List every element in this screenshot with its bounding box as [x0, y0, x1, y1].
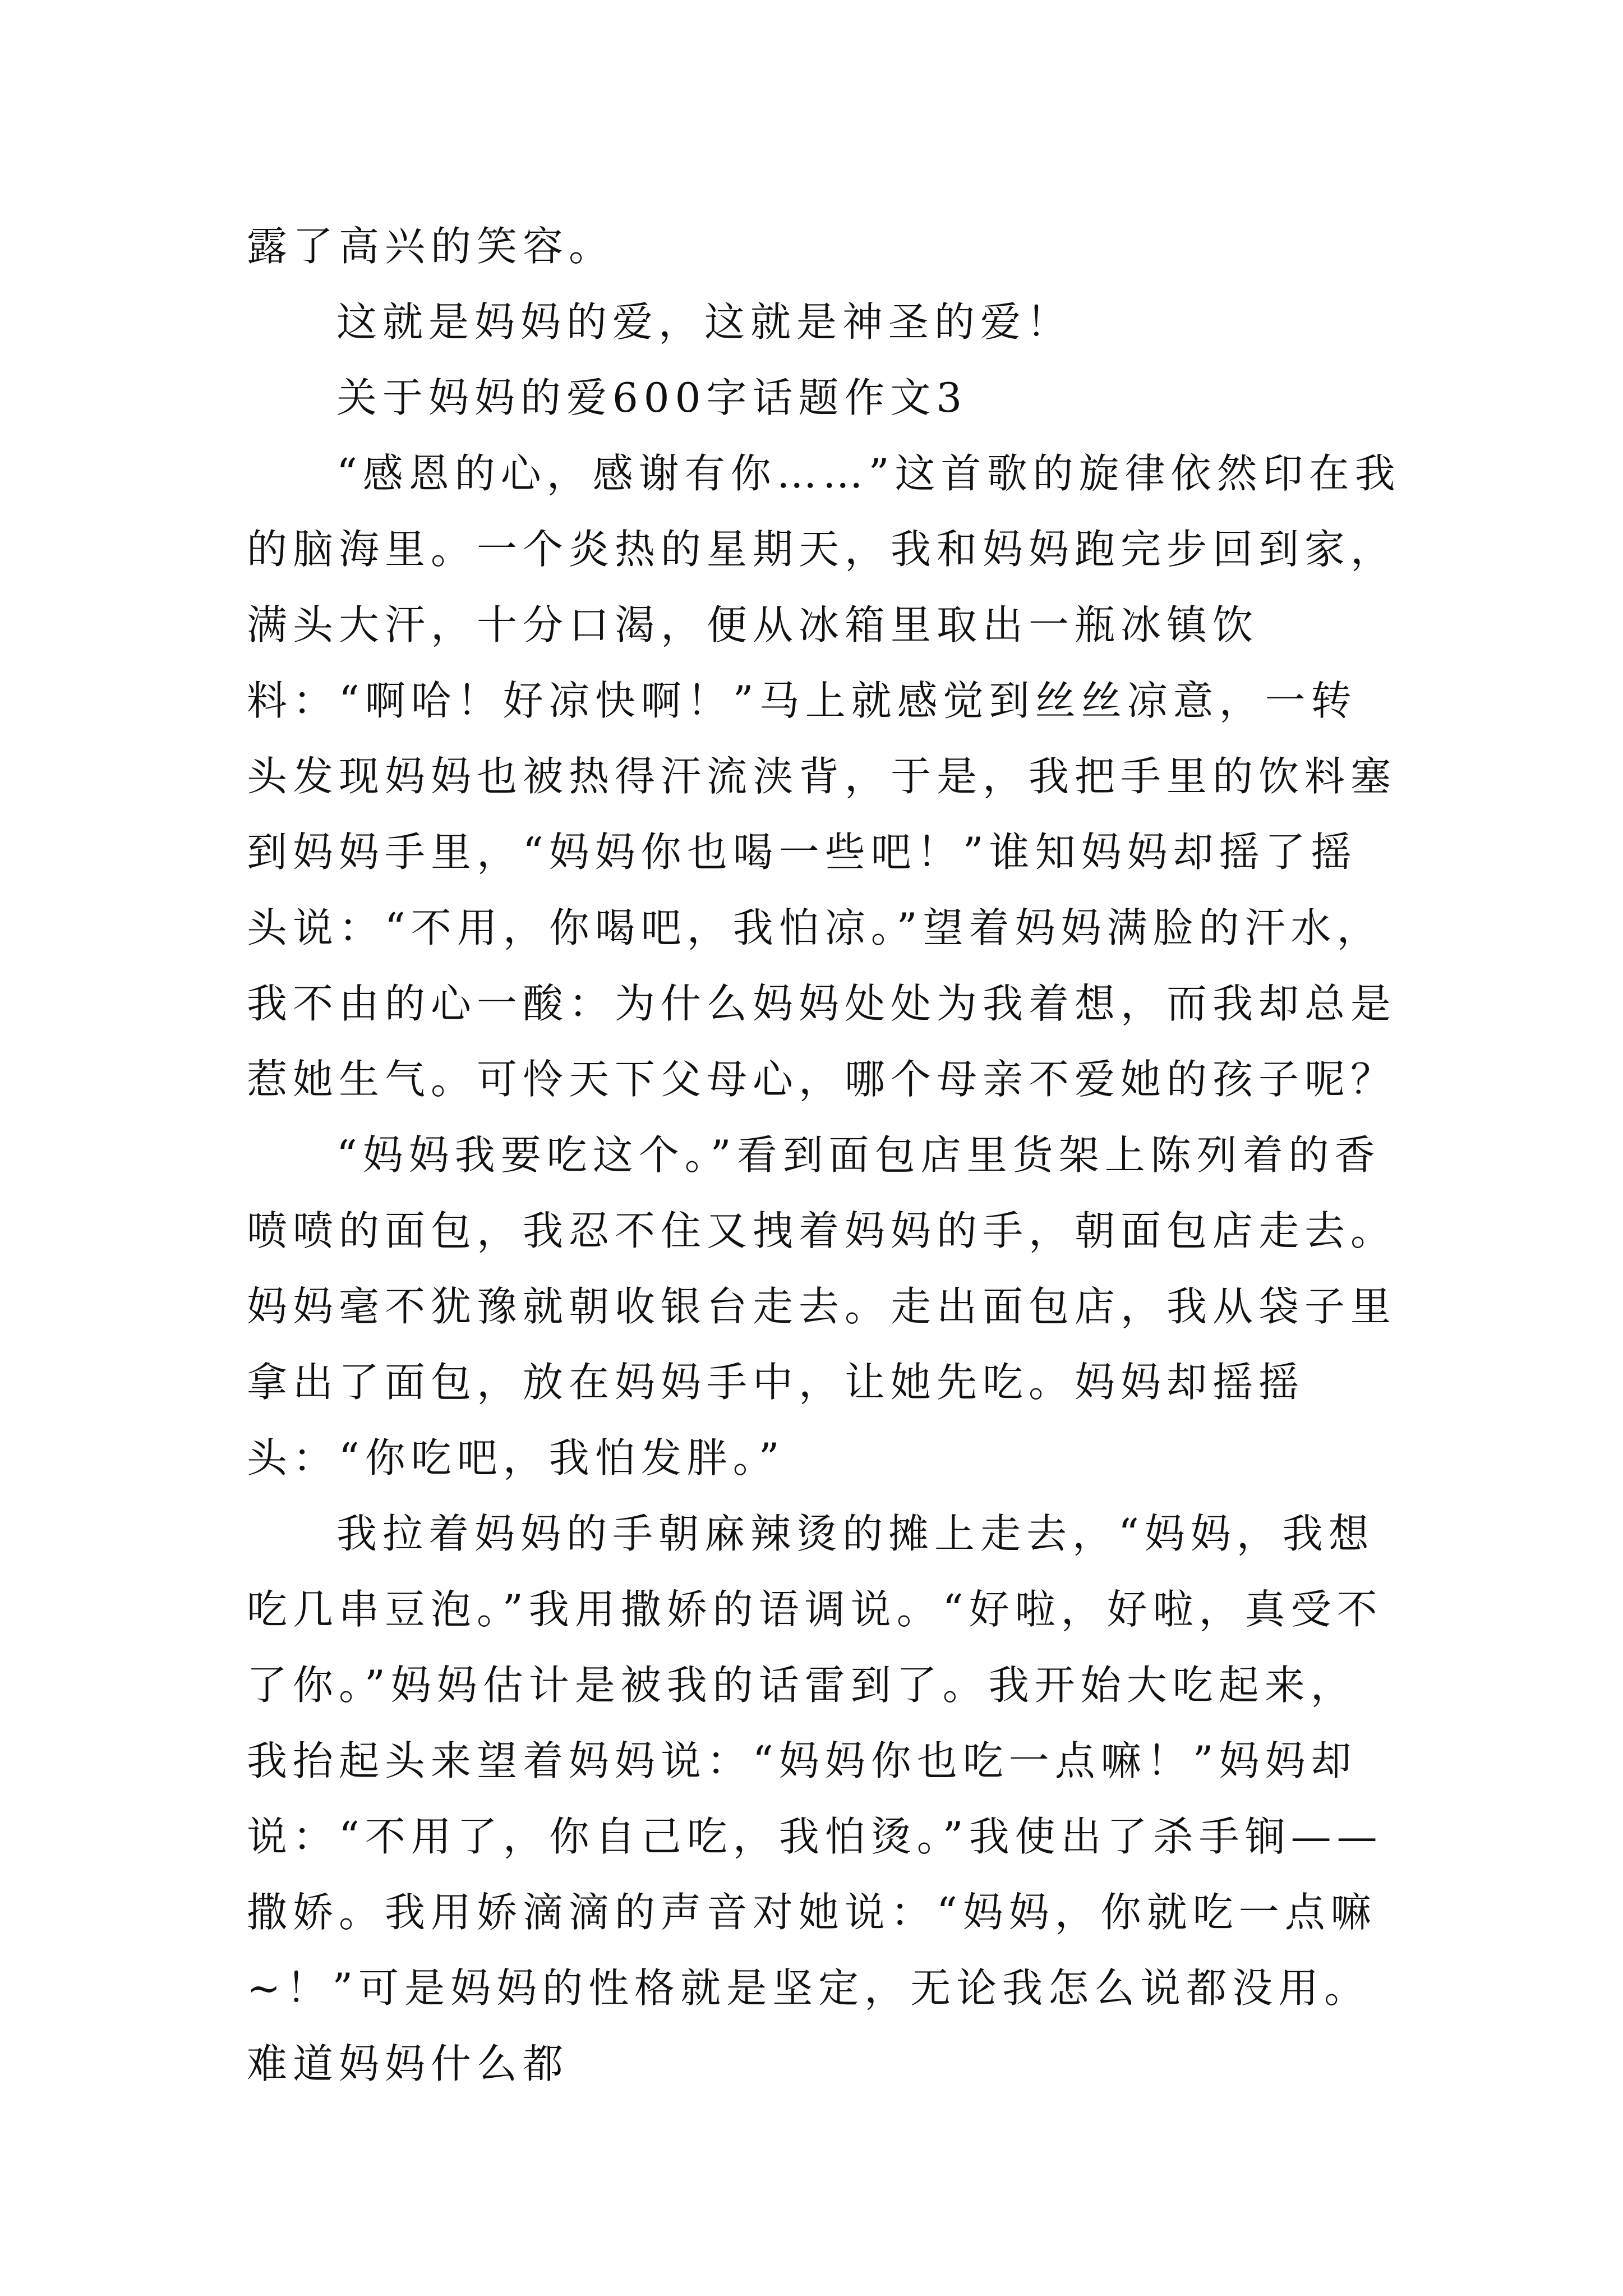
- paragraph-cold-drink: “感恩的心，感谢有你……”这首歌的旋律依然印在我的脑海里。一个炎热的星期天，我和妈妈跑完步回到家，满头大汗，十分口渴，便从冰箱里取出一瓶冰镇饮料：“啊哈！好凉快啊！”马上就感觉到丝丝凉意，一转头发现妈妈也被热得汗流浃背，于是，我把手里的饮料塞到妈妈手里，“妈妈你也喝一些吧！”谁知妈妈却摇了摇头说：“不用，你喝吧，我怕凉。”望着妈妈满脸的汗水，我不由的心一酸：为什么妈妈处处为我着想，而我却总是惹她生气。可怜天下父母心，哪个母亲不爱她的孩子呢？: [247, 450, 1401, 1103]
- essay-title: 关于妈妈的爱600字话题作文3: [336, 374, 968, 421]
- paragraph-bakery: “妈妈我要吃这个。”看到面包店里货架上陈列着的香喷喷的面包，我忍不住又拽着妈妈的手，朝面包店走去。妈妈毫不犹豫就朝收银台走去。走出面包店，我从袋子里拿出了面包，放在妈妈手中，让她先吃。妈妈却摇摇头：“你吃吧，我怕发胖。”: [247, 1131, 1397, 1481]
- paragraph-malatang: 我拉着妈妈的手朝麻辣烫的摊上走去，“妈妈，我想吃几串豆泡。”我用撒娇的语调说。“好啦，好啦，真受不了你。”妈妈估计是被我的话雷到了。我开始大吃起来，我抬起头来望着妈妈说：“妈妈你也吃一点嘛！”妈妈却说：“不用了，你自己吃，我怕烫。”我使出了杀手锏——撒娇。我用娇滴滴的声音对她说：“妈妈，你就吃一点嘛~！”可是妈妈的性格就是坚定，无论我怎么说都没用。难道妈妈什么都: [247, 1510, 1383, 2087]
- paragraph-love-statement: 这就是妈妈的爱，这就是神圣的爱！: [336, 298, 1073, 346]
- paragraph-continuation: 露了高兴的笑容。: [247, 223, 615, 270]
- article-body: [247, 209, 1402, 2102]
